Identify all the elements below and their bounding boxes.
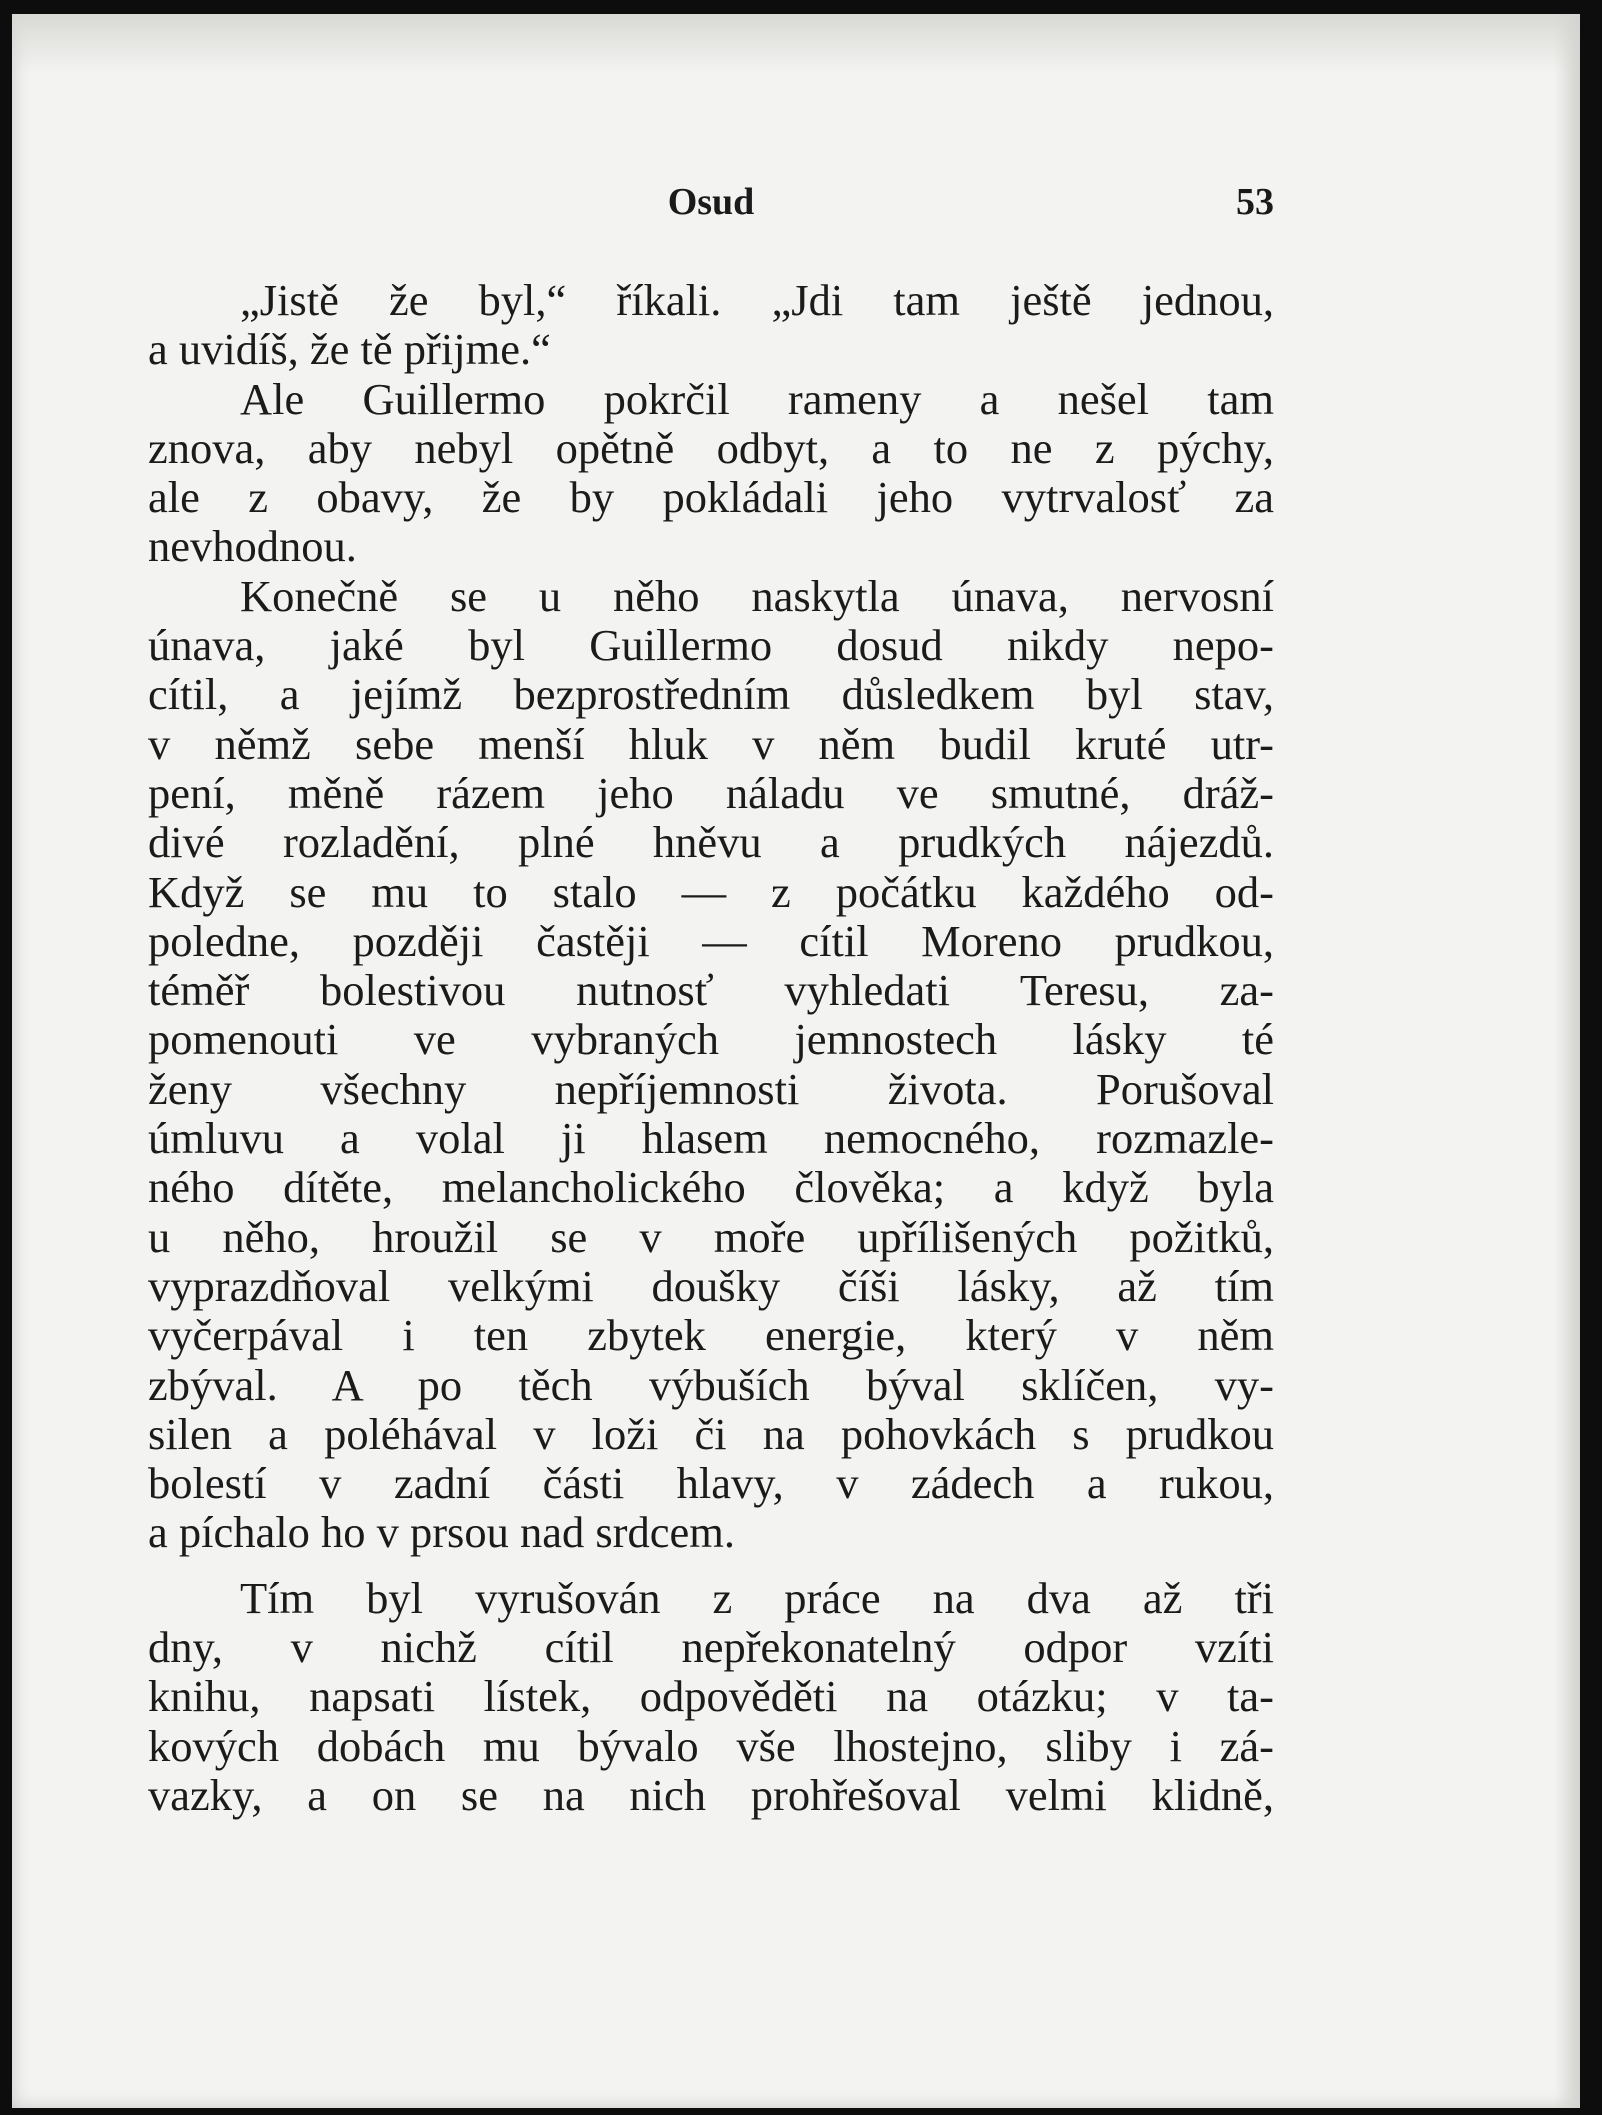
text-line: vyčerpával i ten zbytek energie, který v něm (148, 1310, 1274, 1361)
text-line: ného dítěte, melancholického člověka; a když byla (148, 1162, 1274, 1213)
text-line: knihu, napsati lístek, odpověděti na otázku; v ta- (148, 1671, 1274, 1722)
text-line: úmluvu a volal ji hlasem nemocného, rozmazle- (148, 1113, 1274, 1164)
text-line: cítil, a jejímž bezprostředním důsledkem byl stav, (148, 669, 1274, 720)
text-line: znova, aby nebyl opětně odbyt, a to ne z pýchy, (148, 422, 1274, 473)
text-line: divé rozladění, plné hněvu a prudkých nájezdů. (148, 817, 1274, 868)
paper-shadow-top (12, 14, 1580, 74)
text-line: bolestí v zadní části hlavy, v zádech a rukou, (148, 1458, 1274, 1509)
text-line: ženy všechny nepříjemnosti života. Porušoval (148, 1063, 1274, 1114)
text-line: silen a poléhával v loži či na pohovkách s prudkou (148, 1408, 1274, 1459)
text-line: a píchalo ho v prsou nad srdcem. (148, 1507, 735, 1558)
text-line: vazky, a on se na nich prohřešoval velmi klidně, (148, 1769, 1274, 1820)
page-number: 53 (1236, 181, 1274, 223)
text-line: Když se mu to stalo — z počátku každého od- (148, 866, 1274, 917)
paper-shadow-right (1554, 14, 1580, 2108)
text-line: Ale Guillermo pokrčil rameny a nešel tam (240, 373, 1274, 424)
text-line: téměř bolestivou nutnosť vyhledati Teresu, za- (148, 965, 1274, 1016)
text-line: v němž sebe menší hluk v něm budil kruté utr- (148, 718, 1274, 769)
text-line: kových dobách mu bývalo vše lhostejno, sliby i zá- (148, 1720, 1274, 1771)
running-head (148, 180, 1274, 240)
text-line: dny, v nichž cítil nepřekonatelný odpor vzíti (148, 1622, 1274, 1673)
text-line: ale z obavy, že by pokládali jeho vytrvalosť za (148, 472, 1274, 523)
running-title: Osud (667, 181, 755, 223)
text-line: pení, měně rázem jeho náladu ve smutné, dráž- (148, 767, 1274, 818)
text-line: poledne, později častěji — cítil Moreno prudkou, (148, 915, 1274, 966)
text-line: únava, jaké byl Guillermo dosud nikdy nepo- (148, 620, 1274, 671)
body-text (148, 276, 1274, 1820)
text-line: Konečně se u něho naskytla únava, nervosní (240, 570, 1274, 621)
text-line: zbýval. A po těch výbuších býval sklíčen, vy- (148, 1359, 1274, 1410)
paragraph-gap (148, 1558, 1274, 1574)
text-line: vyprazdňoval velkými doušky číši lásky, až tím (148, 1260, 1274, 1311)
text-line: pomenouti ve vybraných jemnostech lásky té (148, 1014, 1274, 1065)
text-line: a uvidíš, že tě přijme.“ (148, 324, 551, 375)
text-line: Tím byl vyrušován z práce na dva až tři (240, 1572, 1274, 1623)
text-line: nevhodnou. (148, 521, 357, 572)
text-line: u něho, hroužil se v moře upřílišených požitků, (148, 1211, 1274, 1262)
text-line: „Jistě že byl,“ říkali. „Jdi tam ještě jednou, (240, 275, 1274, 325)
